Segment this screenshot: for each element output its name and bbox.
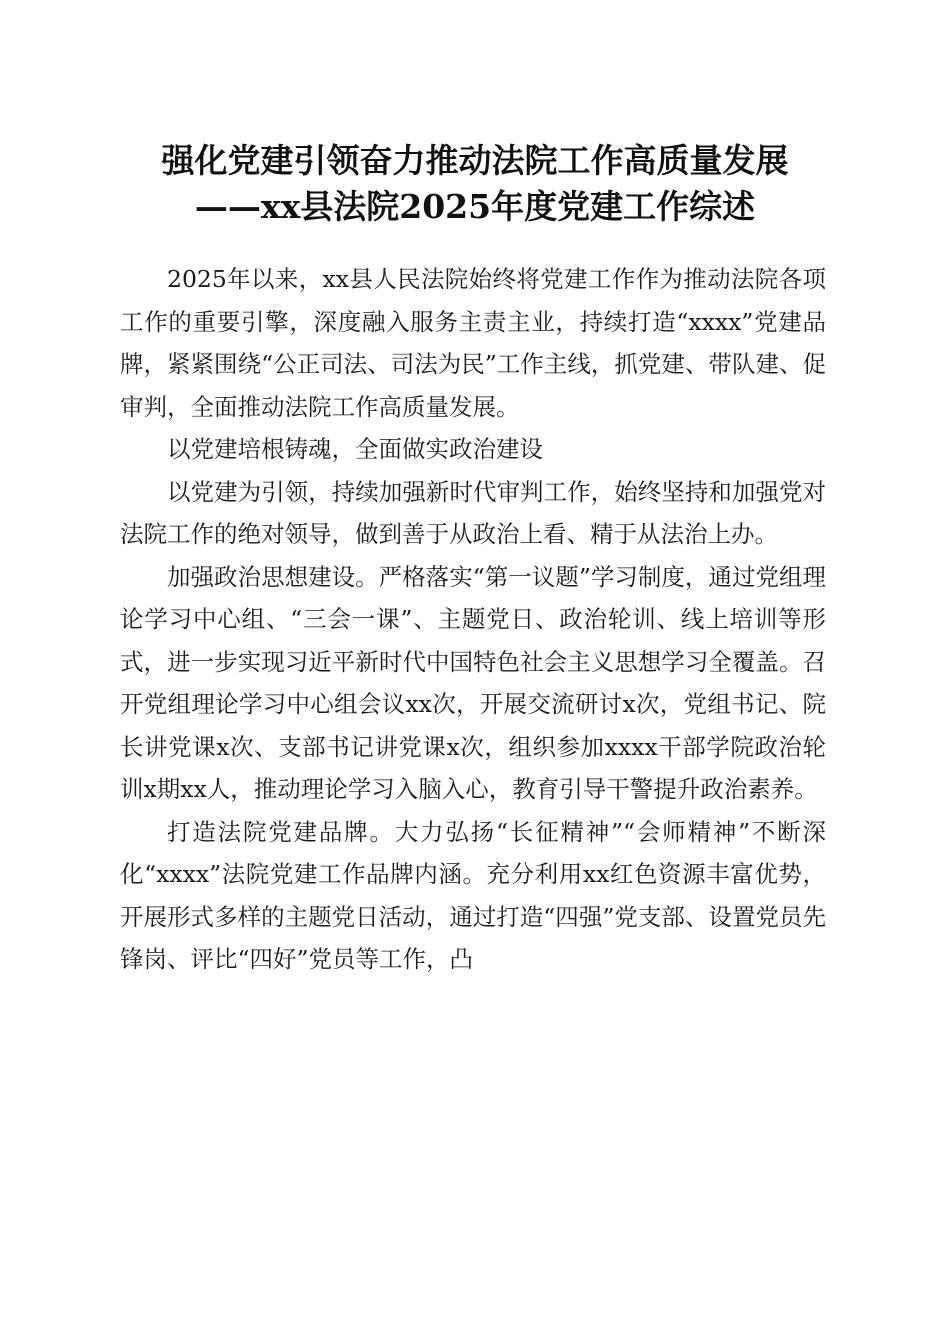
section-heading: 以党建培根铸魂，全面做实政治建设 bbox=[167, 435, 543, 463]
title-block bbox=[0, 138, 950, 230]
paragraph-party-brand: 打造法院党建品牌。大力弘扬“长征精神”“会师精神”不断深化“xxxx”法院党建工作品牌内涵。充分利用xx红色资源丰富优势，开展形式多样的主题党日活动，通过打造“四强”党支部、设置党员先锋岗、评比“四好”党员等工作，凸 bbox=[120, 817, 826, 973]
document-body bbox=[120, 258, 826, 981]
document-title: 强化党建引领奋力推动法院工作高质量发展 bbox=[161, 141, 789, 180]
document-subtitle: ——xx县法院2025年度党建工作综述 bbox=[194, 187, 756, 226]
paragraph-political-thought: 加强政治思想建设。严格落实“第一议题”学习制度，通过党组理论学习中心组、“三会一课”、主题党日、政治轮训、线上培训等形式，进一步实现习近平新时代中国特色社会主义思想学习全覆盖。召开党组理论学习中心组会议xx次，开展交流研讨x次，党组书记、院长讲党课x次、支部书记讲党课x次，组织参加xxxx干部学院政治轮训x期xx人，推动理论学习入脑入心，教育引导干警提升政治素养。 bbox=[120, 562, 826, 803]
paragraph-section-lead: 以党建为引领，持续加强新时代审判工作，始终坚持和加强党对法院工作的绝对领导，做到善于从政治上看、精于从法治上办。 bbox=[120, 477, 826, 548]
paragraph-intro: 2025年以来，xx县人民法院始终将党建工作作为推动法院各项工作的重要引擎，深度融入服务主责主业，持续打造“xxxx”党建品牌，紧紧围绕“公正司法、司法为民”工作主线，抓党建、带队建、促审判，全面推动法院工作高质量发展。 bbox=[120, 265, 826, 421]
